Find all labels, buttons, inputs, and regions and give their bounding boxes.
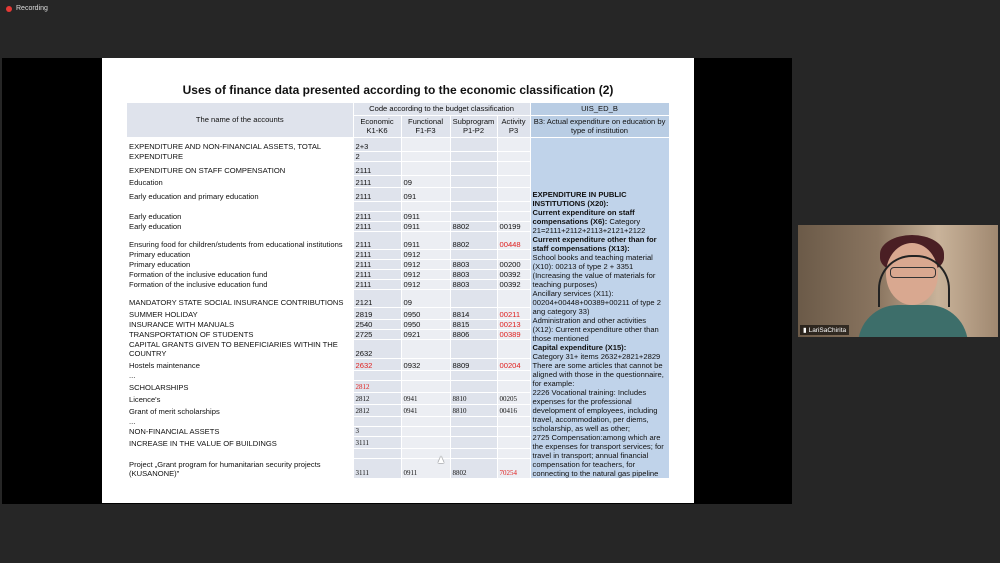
cell-sub xyxy=(450,339,497,358)
b3-paragraph xyxy=(533,235,667,253)
cell-sub xyxy=(450,380,497,392)
cell-act xyxy=(497,137,530,151)
cell-eco xyxy=(353,448,401,458)
cell-name: Early education xyxy=(127,221,353,231)
cell-act xyxy=(497,249,530,259)
cell-act: 00211 xyxy=(497,307,530,319)
participant-video[interactable] xyxy=(798,225,998,337)
header-activity: Activity P3 xyxy=(497,115,530,137)
cell-sub xyxy=(450,211,497,221)
cell-eco: 2725 xyxy=(353,329,401,339)
cell-eco: 2111 xyxy=(353,259,401,269)
cell-act xyxy=(497,175,530,187)
cell-eco: 2632 xyxy=(353,339,401,358)
cell-sub: 8815 xyxy=(450,319,497,329)
cell-name: Primary education xyxy=(127,259,353,269)
cell-sub xyxy=(450,436,497,448)
cell-eco: 2+3 xyxy=(353,137,401,151)
cell-fun xyxy=(401,426,450,436)
cell-act: 70254 xyxy=(497,458,530,478)
b3-paragraph xyxy=(533,388,667,433)
cell-sub: 8810 xyxy=(450,392,497,404)
cell-sub xyxy=(450,175,497,187)
cell-name: INCREASE IN THE VALUE OF BUILDINGS xyxy=(127,436,353,448)
cell-fun: 0911 xyxy=(401,221,450,231)
cell-eco: 2 xyxy=(353,151,401,161)
slide-title: Uses of finance data presented according to the economic classification (2) xyxy=(182,83,614,97)
b3-description-column xyxy=(530,137,669,478)
cell-sub: 8802 xyxy=(450,458,497,478)
cell-act xyxy=(497,161,530,175)
cell-name: SUMMER HOLIDAY xyxy=(127,307,353,319)
cell-sub xyxy=(450,289,497,307)
cell-eco: 2632 xyxy=(353,358,401,370)
cell-name: Ensuring food for children/students from educational institutions xyxy=(127,231,353,249)
cell-act: 00213 xyxy=(497,319,530,329)
header-functional: Functional F1-F3 xyxy=(401,115,450,137)
b3-text: There are some articles that cannot be aligned with those in the questionnaire, for example: xyxy=(532,360,664,388)
cell-name: Formation of the inclusive education fund xyxy=(127,269,353,279)
cell-act xyxy=(497,426,530,436)
cell-eco: 2121 xyxy=(353,289,401,307)
cell-name: SCHOLARSHIPS xyxy=(127,380,353,392)
b3-paragraph xyxy=(533,253,667,289)
cell-name: EXPENDITURE AND NON-FINANCIAL ASSETS, TOTAL xyxy=(127,137,353,151)
cell-eco: 2812 xyxy=(353,392,401,404)
b3-paragraph xyxy=(533,343,667,352)
cell-sub xyxy=(450,161,497,175)
cell-name: Project „Grant program for humanitarian security projects (KUSANONE)" xyxy=(127,458,353,478)
cell-eco xyxy=(353,370,401,380)
cell-fun: 0912 xyxy=(401,269,450,279)
cell-act xyxy=(497,201,530,211)
b3-text: EXPENDITURE IN PUBLIC INSTITUTIONS (X20): xyxy=(532,189,627,208)
cell-fun xyxy=(401,416,450,426)
cell-act xyxy=(497,151,530,161)
cell-eco: 2812 xyxy=(353,404,401,416)
cell-fun xyxy=(401,436,450,448)
header-economic: Economic K1-K6 xyxy=(353,115,401,137)
cell-name: Grant of merit scholarships xyxy=(127,404,353,416)
participant-name-tag xyxy=(800,325,849,335)
cell-fun: 0950 xyxy=(401,319,450,329)
b3-text: Current expenditure on staff compensations (X6): xyxy=(532,207,635,226)
cell-fun xyxy=(401,339,450,358)
cell-act xyxy=(497,339,530,358)
header-subprogram: Subprogram P1-P2 xyxy=(450,115,497,137)
cell-fun: 0911 xyxy=(401,458,450,478)
cell-sub xyxy=(450,201,497,211)
b3-text: 2725 Compensation:among which are the expenses for transport services; for travel in transport; annual financial compensation for teachers, for connecting to the natural gas pipeline xyxy=(532,432,664,478)
cell-eco: 2111 xyxy=(353,231,401,249)
cell-act xyxy=(497,436,530,448)
cell-name xyxy=(127,448,353,458)
record-icon xyxy=(6,6,12,12)
cell-fun: 0950 xyxy=(401,307,450,319)
cell-name: Early education xyxy=(127,211,353,221)
cell-fun xyxy=(401,161,450,175)
b3-text: 2226 Vocational training: Includes expenses for the professional development of employees, including travel, accommodation, per diems, scholarship, as well as other; xyxy=(532,387,658,433)
b3-paragraph xyxy=(533,289,667,316)
b3-text-detail: Category 21=2111+2112+2113+2121+2122 xyxy=(532,216,646,235)
cell-eco: 2540 xyxy=(353,319,401,329)
cell-name: Licence's xyxy=(127,392,353,404)
finance-table xyxy=(127,103,670,479)
cell-sub: 8802 xyxy=(450,231,497,249)
cell-name: MANDATORY STATE SOCIAL INSURANCE CONTRIBUTIONS xyxy=(127,289,353,307)
cell-fun: 0912 xyxy=(401,259,450,269)
cell-name xyxy=(127,201,353,211)
table-row xyxy=(127,137,669,151)
cell-sub: 8809 xyxy=(450,358,497,370)
cell-eco: 3 xyxy=(353,426,401,436)
cell-act xyxy=(497,416,530,426)
cell-act xyxy=(497,211,530,221)
b3-paragraph xyxy=(533,361,667,388)
cell-sub: 8802 xyxy=(450,221,497,231)
cell-name: ... xyxy=(127,370,353,380)
b3-text: Current expenditure other than for staff compensations (X13): xyxy=(532,234,657,253)
participant-name: LariSaChirita xyxy=(808,326,847,334)
cell-eco: 2819 xyxy=(353,307,401,319)
cell-sub: 8803 xyxy=(450,279,497,289)
cell-sub: 8803 xyxy=(450,259,497,269)
cell-eco xyxy=(353,201,401,211)
cell-eco: 2111 xyxy=(353,211,401,221)
header-code-group: Code according to the budget classification xyxy=(353,103,530,115)
cell-name: EXPENDITURE xyxy=(127,151,353,161)
cell-name: NON-FINANCIAL ASSETS xyxy=(127,426,353,436)
cell-name: ... xyxy=(127,416,353,426)
cell-act xyxy=(497,370,530,380)
cell-act: 00392 xyxy=(497,279,530,289)
cell-name: Education xyxy=(127,175,353,187)
cell-name: Formation of the inclusive education fund xyxy=(127,279,353,289)
b3-paragraph xyxy=(533,352,667,361)
presentation-slide xyxy=(102,58,694,503)
header-b3-desc: B3: Actual expenditure on education by type of institution xyxy=(530,115,669,137)
cell-name: Hostels maintenance xyxy=(127,358,353,370)
cell-act: 00392 xyxy=(497,269,530,279)
cell-fun: 0911 xyxy=(401,231,450,249)
cell-act: 00200 xyxy=(497,259,530,269)
cell-sub xyxy=(450,416,497,426)
cell-name: Early education and primary education xyxy=(127,187,353,201)
recording-indicator xyxy=(6,5,48,12)
cell-sub xyxy=(450,187,497,201)
cell-fun: 0912 xyxy=(401,249,450,259)
b3-text: Ancillary services (X11): 00204+00448+00389+00211 of type 2 ang category 33) xyxy=(532,288,661,316)
cell-eco: 2812 xyxy=(353,380,401,392)
cell-sub: 8806 xyxy=(450,329,497,339)
b3-paragraph xyxy=(533,208,667,235)
cell-sub: 8814 xyxy=(450,307,497,319)
cell-eco: 3111 xyxy=(353,436,401,448)
cell-act xyxy=(497,380,530,392)
mouse-cursor-icon xyxy=(438,456,444,463)
cell-sub: 8810 xyxy=(450,404,497,416)
cell-eco: 2111 xyxy=(353,279,401,289)
header-account-name: The name of the accounts xyxy=(127,103,353,137)
cell-name: Primary education xyxy=(127,249,353,259)
cell-fun xyxy=(401,151,450,161)
cell-sub xyxy=(450,151,497,161)
b3-text: Category 31+ items 2632+2821+2829 xyxy=(532,351,661,361)
cell-fun: 09 xyxy=(401,175,450,187)
cell-name: INSURANCE WITH MANUALS xyxy=(127,319,353,329)
cell-fun: 091 xyxy=(401,187,450,201)
cell-fun xyxy=(401,201,450,211)
header-uis-code: UIS_ED_B xyxy=(530,103,669,115)
cell-eco: 2111 xyxy=(353,221,401,231)
b3-paragraph xyxy=(533,433,667,478)
cell-fun: 0941 xyxy=(401,392,450,404)
cell-eco: 2111 xyxy=(353,161,401,175)
cell-eco xyxy=(353,416,401,426)
cell-act: 00205 xyxy=(497,392,530,404)
cell-eco: 2111 xyxy=(353,249,401,259)
cell-sub xyxy=(450,448,497,458)
cell-fun: 0941 xyxy=(401,404,450,416)
cell-fun xyxy=(401,370,450,380)
b3-text: Administration and other activities (X12): Current expenditure other than those mentioned xyxy=(532,315,659,343)
cell-eco: 2111 xyxy=(353,269,401,279)
signal-icon: ▮ xyxy=(803,327,807,334)
cell-act: 00448 xyxy=(497,231,530,249)
cell-act: 00199 xyxy=(497,221,530,231)
cell-act xyxy=(497,448,530,458)
cell-sub xyxy=(450,249,497,259)
b3-paragraph xyxy=(533,316,667,343)
cell-act: 00389 xyxy=(497,329,530,339)
cell-act: 00416 xyxy=(497,404,530,416)
cell-act xyxy=(497,289,530,307)
cell-act: 00204 xyxy=(497,358,530,370)
cell-sub: 8803 xyxy=(450,269,497,279)
cell-name: TRANSPORTATION OF STUDENTS xyxy=(127,329,353,339)
cell-fun xyxy=(401,380,450,392)
recording-label: Recording xyxy=(16,5,48,12)
cell-sub xyxy=(450,426,497,436)
b3-paragraph xyxy=(533,190,667,208)
cell-fun: 0912 xyxy=(401,279,450,289)
cell-fun: 0911 xyxy=(401,211,450,221)
cell-eco: 3111 xyxy=(353,458,401,478)
cell-act xyxy=(497,187,530,201)
cell-name: EXPENDITURE ON STAFF COMPENSATION xyxy=(127,161,353,175)
cell-eco: 2111 xyxy=(353,187,401,201)
cell-sub xyxy=(450,370,497,380)
cell-fun: 0921 xyxy=(401,329,450,339)
cell-eco: 2111 xyxy=(353,175,401,187)
cell-sub xyxy=(450,137,497,151)
cell-name: CAPITAL GRANTS GIVEN TO BENEFICIARIES WITHIN THE COUNTRY xyxy=(127,339,353,358)
cell-fun: 0932 xyxy=(401,358,450,370)
b3-text: School books and teaching material (X10): 00213 of type 2 + 3351 (Increasing the value of materials for teaching purposes) xyxy=(532,252,656,289)
cell-fun: 09 xyxy=(401,289,450,307)
b3-text: Capital expenditure (X15): xyxy=(532,342,627,352)
cell-fun xyxy=(401,137,450,151)
